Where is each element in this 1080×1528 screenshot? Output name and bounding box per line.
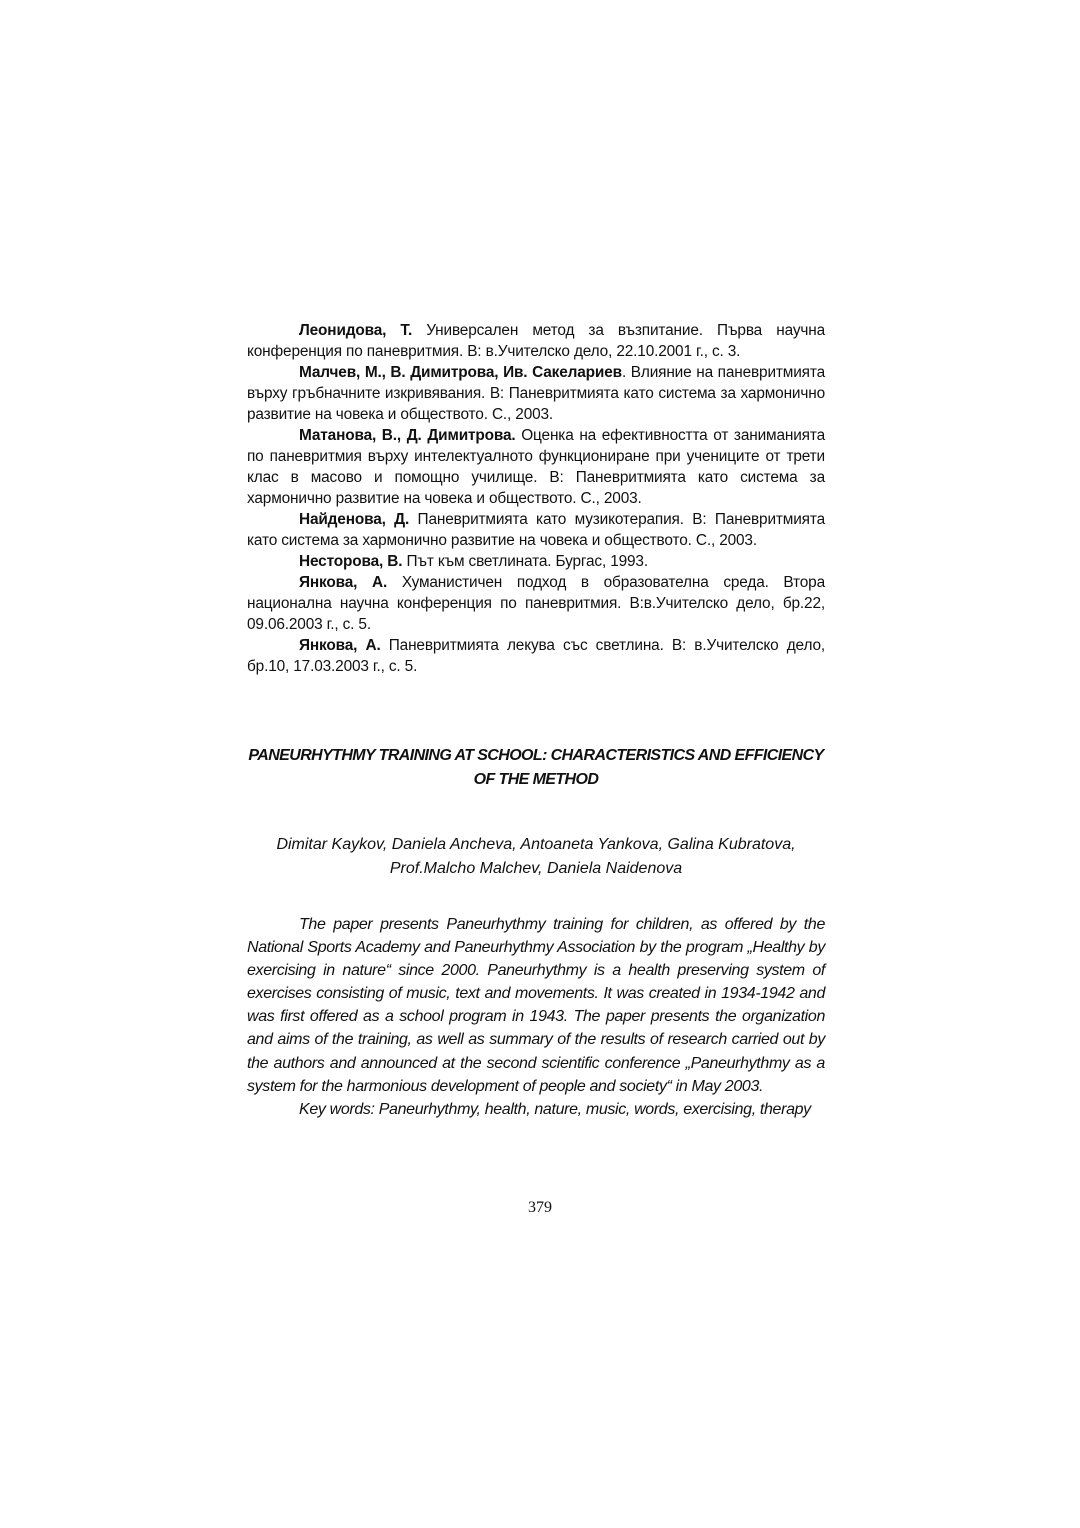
reference-item [247,509,825,551]
reference-text: Оценка на ефективността от заниманията по паневритмия върху интелектуалното функциониране при учениците от трети клас в масово и помощно училище. В: Паневритмията като система за хармонично развитие на човека и обществото. С., 2003. [247,427,825,507]
reference-text: Хуманистичен подход в образователна среда. Втора национална научна конференция по паневритмия. В:в.Учителско дело, бр.22, 09.06.2003 г., с. 5. [247,574,825,633]
reference-item [247,425,825,509]
reference-author: Найденова, Д. [299,511,410,528]
reference-item [247,551,825,572]
abstract-text: The paper presents Paneurhythmy training for children, as offered by the National Sports Academy and Paneurhythmy Association by the program „Healthy by exercising in nature“ since 2000. Paneurhythmy is a health preserving system of exercises consisting of music, text and movements. It was created in 1934-1942 and was first offered as a school program in 1943. The paper presents the organization and aims of the training, as well as summary of the results of research carried out by the authors and announced at the second scientific conference „Paneurhythmy as a system for the harmonious development of people and society“ in May 2003. [247,916,825,1095]
reference-author: Матанова, В., Д. Димитрова. [299,427,516,444]
reference-list [247,320,825,677]
paper-title: PANEURHYTHMY TRAINING AT SCHOOL: CHARACTERISTICS AND EFFICIENCY OF THE METHOD [248,747,824,788]
reference-author: Янкова, А. [299,574,388,591]
reference-text: Универсален метод за възпитание. Първа научна конференция по паневритмия. В: в.Учителско дело, 22.10.2001 г., с. 3. [247,322,825,360]
reference-item [247,635,825,677]
authors-line: Dimitar Kaykov, Daniela Ancheva, Antoaneta Yankova, Galina Kubratova, [276,836,796,853]
reference-author: Леонидова, Т. [299,322,413,339]
reference-item [247,572,825,635]
english-summary [247,744,825,1121]
paper-authors [247,833,825,881]
authors-line: Prof.Malcho Malchev, Daniela Naidenova [389,860,683,877]
reference-text: . Влияние на паневритмията върху гръбначните изкривявания. В: Паневритмията като система за хармонично развитие на човека и обществото. С., 2003. [247,364,825,423]
reference-text: Паневритмията лекува със светлина. В: в.Учителско дело, бр.10, 17.03.2003 г., с. 5. [247,637,825,675]
reference-text: Път към светлината. Бургас, 1993. [402,553,648,570]
reference-item [247,320,825,362]
keywords-line: Key words: Paneurhythmy, health, nature, music, words, exercising, therapy [299,1100,811,1118]
reference-text: Паневритмията като музикотерапия. В: Паневритмията като система за хармонично развитие на човека и обществото. С., 2003. [247,511,825,549]
reference-author: Янкова, А. [299,637,381,654]
reference-item [247,362,825,425]
page-number: 379 [528,1199,552,1216]
reference-author: Несторова, В. [299,553,403,570]
reference-author: Малчев, М., В. Димитрова, Ив. Сакелариев [299,364,622,381]
